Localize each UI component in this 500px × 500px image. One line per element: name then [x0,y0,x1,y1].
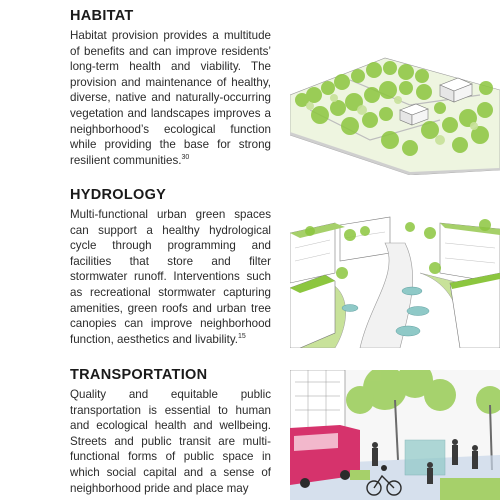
hydrology-section [0,180,500,360]
habitat-footnote: 30 [181,153,190,161]
transportation-heading: TRANSPORTATION [70,367,208,383]
habitat-body-text: Habitat provision provides a multitude of benefits and can improve residents’ long-term health and viability. The provision and maintenance of healthy, diverse, native and naturally-occurring vegetation and landscapes improves a neighborhood’s ecological function while providing the base for strong resilient communities. [70,29,271,167]
transportation-illustration [290,370,500,500]
hydrology-body [70,207,271,347]
hydrology-heading: HYDROLOGY [70,187,167,203]
habitat-section [0,0,500,180]
transportation-body [70,387,271,496]
habitat-body [70,28,271,168]
habitat-heading: HABITAT [70,8,134,24]
hydrology-body-text: Multi-functional urban green spaces can support a healthy hydrological cycle through programming and facilities that store and filter stormwater runoff. Interventions such as recreational stormwater capturing amenities, green roofs and urban tree canopies can improve neighborhood function, aesthetics and livability. [70,208,271,346]
transportation-section [0,360,500,500]
hydrology-footnote: 15 [237,332,246,340]
habitat-illustration [290,40,500,175]
hydrology-illustration [290,213,500,348]
transportation-body-text: Quality and equitable public transportation is essential to human and ecological health and wellbeing. Streets and public transit are multi-functional forms of public space in which social capital and a sense of neighborhood pride and place may [70,388,271,495]
